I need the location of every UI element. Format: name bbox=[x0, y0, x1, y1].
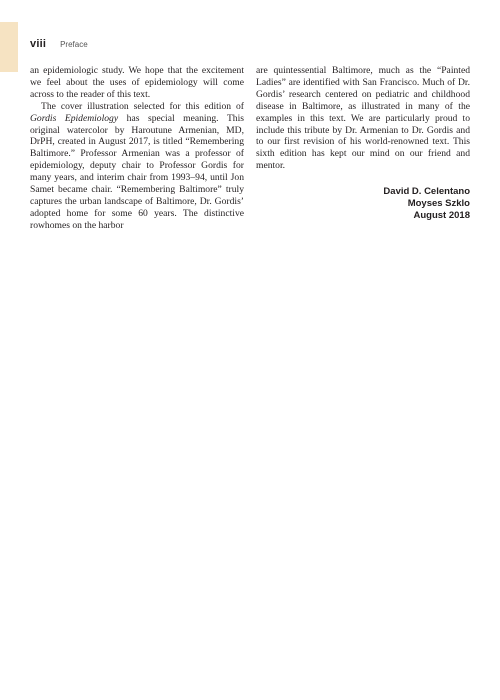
paragraph-excitement: an epidemiologic study. We hope that the excitement we feel about the uses of epidemiology will come across to the reader of this text. bbox=[30, 65, 244, 100]
paragraph-baltimore: are quintessential Baltimore, much as the “Painted Ladies” are identified with San Francisco. Much of Dr. Gordis’ research centered on pediatric and childhood disease in Baltimore, as illustrated in many of the examples in this text. We are particularly proud to include this tribute by Dr. Armenian to Dr. Gordis and to our first revision of his world-renowned text. This sixth edition has kept our mind on our friend and mentor. bbox=[256, 65, 470, 172]
author-szklo: Moyses Szklo bbox=[407, 198, 470, 210]
cover-text-end: has special meaning. This original watercolor by Haroutune Armenian, MD, DrPH, created in August 2017, is titled “Remembering Baltimore.” Professor Armenian was a professor of epidemiology, deputy chair to Professor Gordis for many years, and interim chair from 1993–94, until Jon Samet became chair. “Remembering Baltimore” truly captures the urban landscape of Baltimore, Dr. Gordis’ adopted home for some 60 years. The distinctive rowhomes on the harbor bbox=[30, 112, 244, 231]
author-celentano: David D. Celentano bbox=[383, 186, 470, 198]
left-column bbox=[30, 65, 244, 232]
right-column bbox=[256, 65, 470, 222]
signature-block bbox=[256, 186, 470, 222]
signature-date: August 2018 bbox=[413, 209, 470, 221]
page-number: viii bbox=[30, 38, 47, 50]
paragraph-cover-illustration bbox=[30, 101, 244, 232]
running-head: Preface bbox=[60, 40, 88, 49]
cover-text-start: The cover illustration selected for this edition of bbox=[41, 100, 244, 112]
book-title: Gordis Epidemiology bbox=[30, 112, 119, 124]
page-header bbox=[30, 38, 88, 52]
chapter-tab bbox=[0, 22, 18, 72]
